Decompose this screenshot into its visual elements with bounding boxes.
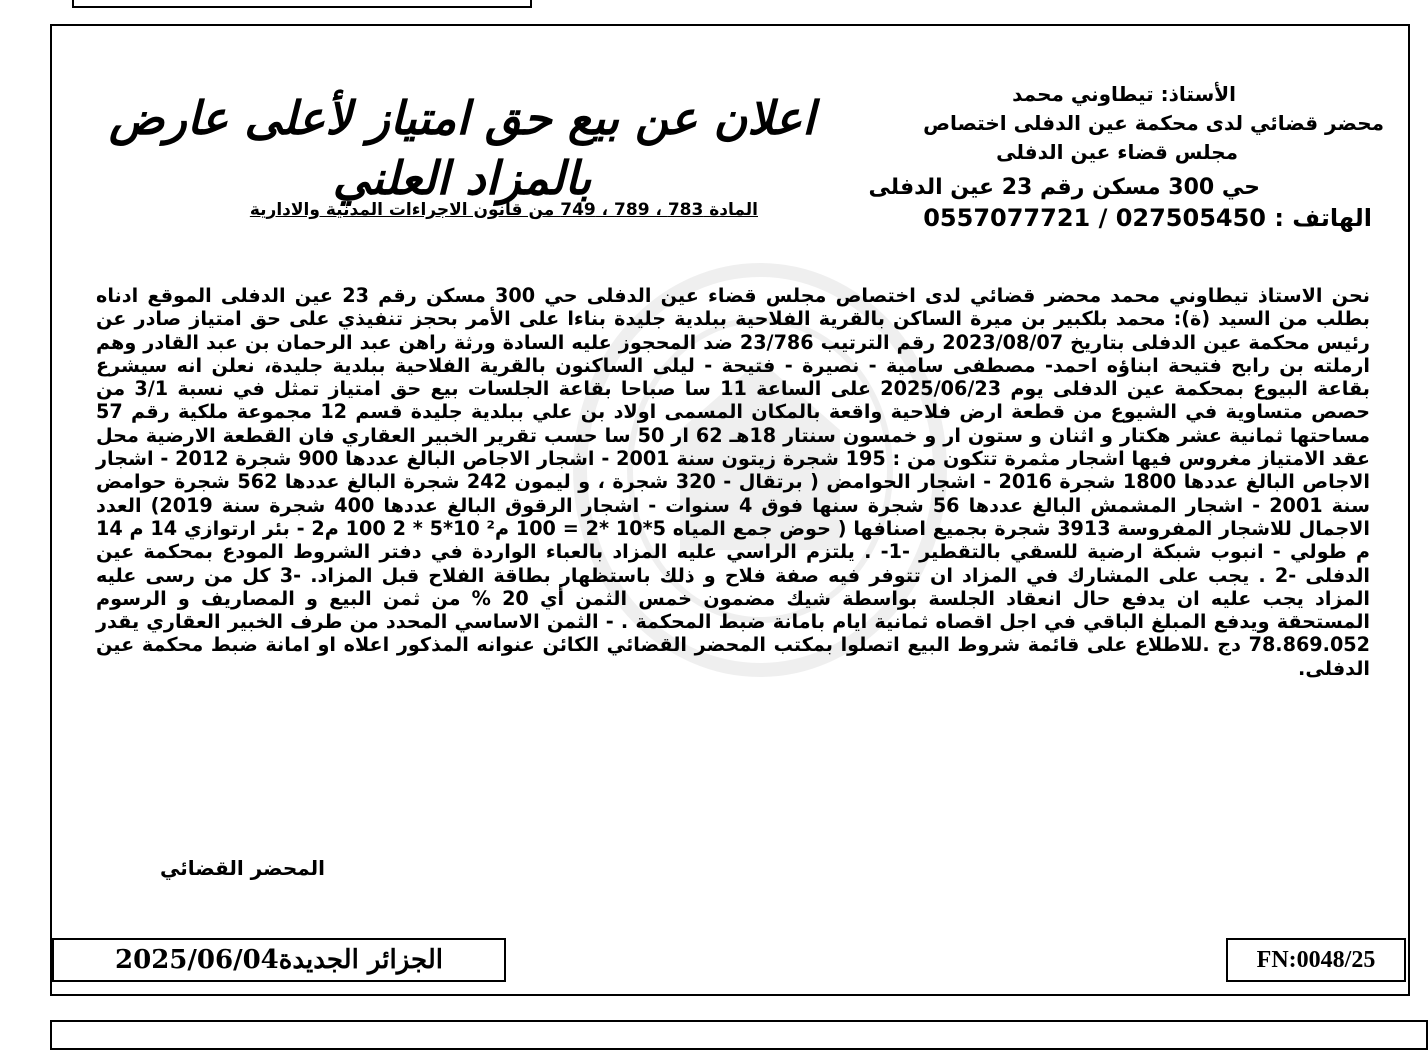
fn-code: FN:0048/25 (1226, 938, 1406, 982)
legal-article-reference: المادة 783 ، 789 ، 749 من قانون الاجراءات المدنية والادارية (249, 200, 758, 220)
bailiff-info (824, 80, 1384, 233)
top-border-stub (72, 0, 532, 8)
bailiff-address: حي 300 مسكن رقم 23 عين الدفلى (868, 175, 1260, 200)
bailiff-council: مجلس قضاء عين الدفلى (996, 140, 1238, 164)
bailiff-name: الأستاذ: تيطاوني محمد (1012, 82, 1236, 106)
notice-title: اعلان عن بيع حق امتياز لأعلى عارض بالمزاد العلني (109, 91, 815, 205)
newspaper-label: الجزائر الجديدة2025/06/04 (52, 938, 506, 982)
signature: المحضر القضائي (160, 856, 326, 880)
next-announcement-border (50, 1020, 1428, 1050)
bailiff-court: محضر قضائي لدى محكمة عين الدفلى اختصاص (923, 111, 1384, 135)
notice-body-text: نحن الاستاذ تيطاوني محمد محضر قضائي لدى اختصاص مجلس قضاء عين الدفلى حي 300 مسكن رقم 23 عين الدفلى الموقع ادناه بطلب من السيد (ة): محمد بلكبير بن ميرة الساكن بالقرية الفلاحية ببلدية جليدة بناءا على الأمر بحجز تنفيذي على حق امتياز صادر عن رئيس محكمة عين الدفلى بتاريخ 2023/08/07 رقم الترتيب 23/786 ضد المحجوز عليه السادة ورثة راهن عبد الرحمان بن عبد القادر وهم ارملته بن رابح فتيحة ابناؤه احمد- مصطفى سامية - نصيرة - فتيحة - ليلى الساكنون بالقرية الفلاحية ببلدية جليدة، نعلن انه سيشرع بقاعة البيوع بمحكمة عين الدفلى يوم 2025/06/23 على الساعة 11 سا صباحا بقاعة الجلسات بيع حق امتياز تمثل في نسبة 3/1 من حصص متساوية في الشيوع من قطعة ارض فلاحية واقعة بالمكان المسمى اولاد بن علي ببلدية جليدة قسم 12 مجموعة ملكية رقم 57 مساحتها ثمانية عشر هكتار و اثنان و ستون ار و خمسون سنتار 18هـ 62 ار 50 سا حسب تقرير الخبير العقاري فان القطعة الارضية محل عقد الامتياز مغروس فيها اشجار مثمرة تتكون من : 195 شجرة زيتون سنة 2001 - اشجار الاجاص البالغ عددها 900 شجرة 2012 - اشجار الاجاص البالغ عددها 1800 شجرة 2016 - اشجار الحوامض ( برتقال - 320 شجرة ، و ليمون 242 شجرة البالغ عددها 562 شجرة حوامض سنة 2001 - اشجار المشمش البالغ عددها 56 شجرة سنها فوق 4 سنوات - اشجار الرقوق البالغ عددها 400 شجرة سنة 2019) العدد الاجمال للاشجار المفروسة 3913 شجرة بجميع اصنافها ( حوض جمع المياه 5*10 *2 = 100 م² 10*5 * 2 100 م2 - بئر ارتوازي 14 م 14 م طولي - انبوب شبكة ارضية للسقي بالتقطير -1- . يلتزم الراسي عليه المزاد بالعباء الواردة في دفتر الشروط المودع بمحكمة عين الدفلى -2 . يجب على المشارك في المزاد ان تتوفر فيه صفة فلاح و ذلك باستظهار بطاقة الفلاح قبل المزاد. -3 كل من رسى عليه المزاد يجب عليه ان يدفع حال انعقاد الجلسة بواسطة شيك مضمون خمس الثمن أي 20 % من ثمن البيع و المصاريف و الرسوم المستحقة ويدفع المبلغ الباقي في اجل اقصاه ثمانية ايام بامانة ضبط المحكمة . - الثمن الاساسي المحدد من طرف الخبير العقاري يقدر 78.869.052 دج .للاطلاع على قائمة شروط البيع اتصلوا بمكتب المحضر القضائي الكائن عنوانه المذكور اعلاه او امانة ضبط محكمة عين الدفلى. (96, 284, 1371, 680)
bailiff-phone: الهاتف : 027505450 / 0557077721 (923, 204, 1372, 232)
announcement-bottom-rule (50, 994, 1410, 996)
notice-body (96, 284, 1370, 680)
